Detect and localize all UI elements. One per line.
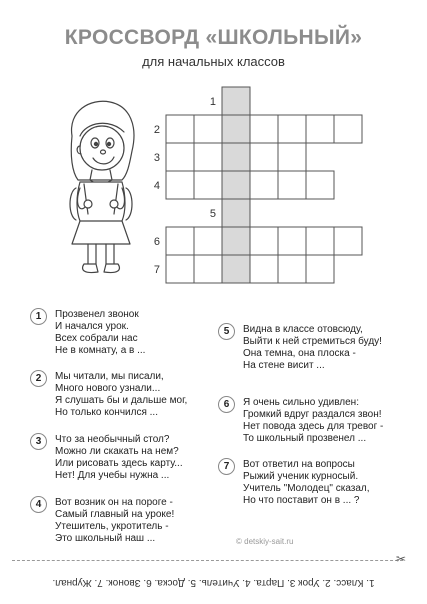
clue-number-badge: 3 (30, 433, 47, 450)
crossword-cell (166, 143, 194, 171)
crossword-row-number: 4 (153, 180, 160, 192)
clue-line: На стене висит ... (243, 360, 325, 371)
clue-number-badge: 6 (218, 396, 235, 413)
clue-line: Мы читали, мы писали, (55, 371, 164, 382)
clue-line: Что за необычный стол? (55, 434, 170, 445)
clue-line: Вот возник он на пороге - (55, 497, 173, 508)
crossword-row-number: 3 (153, 152, 160, 164)
clue-line: Всех собрали нас (55, 333, 138, 344)
crossword-cell-key (222, 87, 250, 115)
crossword-cell (334, 227, 362, 255)
crossword-cell (250, 227, 278, 255)
clue-line: Много нового узнали... (55, 383, 161, 394)
clue-text (243, 397, 383, 445)
answers-line: 1. Класс. 2. Урок 3. Парта. 4. Учитель. 5. Доска. 6. Звонок. 7. Журнал. (52, 577, 375, 588)
clue-line: Рыжий ученик курносый. (243, 471, 359, 482)
clue-line: Но что поставит он в ... ? (243, 495, 360, 506)
crossword-grid (0, 0, 427, 300)
clue-line: Выйти к ней стремиться буду! (243, 336, 382, 347)
page-title: КРОССВОРД «ШКОЛЬНЫЙ» (64, 26, 363, 49)
crossword-cell (278, 171, 306, 199)
crossword-row-number: 7 (153, 264, 160, 276)
clue-line: Не в комнату, а в ... (55, 345, 146, 356)
crossword-row-number: 5 (209, 208, 216, 220)
crossword-cell (278, 255, 306, 283)
crossword-cell (250, 171, 278, 199)
crossword-row-number: 2 (153, 124, 160, 136)
crossword-row-number: 1 (209, 96, 216, 108)
crossword-cell (194, 227, 222, 255)
clue-line: Вот ответил на вопросы (243, 459, 355, 470)
clue-text (55, 309, 145, 357)
crossword-cell-key (222, 115, 250, 143)
clue-number-badge: 2 (30, 370, 47, 387)
clue-line: И начался урок. (55, 321, 129, 332)
crossword-cell (278, 227, 306, 255)
clue-text (55, 497, 174, 545)
crossword-cell (306, 227, 334, 255)
clue-line: Или рисовать здесь карту... (55, 458, 183, 469)
site-credit-text: © detskiy-sait.ru (236, 537, 294, 546)
crossword-cell (250, 143, 278, 171)
scissors-icon: ✂ (396, 552, 407, 566)
clue-line: Утешитель, укротитель - (55, 521, 169, 532)
clue-line: Я слушать бы и дальше мог, (55, 395, 188, 406)
crossword-cell (278, 115, 306, 143)
clue-line: Но только кончился ... (55, 407, 158, 418)
clue-line: Это школьный наш ... (55, 533, 156, 544)
crossword-cell (166, 255, 194, 283)
crossword-cell (194, 255, 222, 283)
crossword-cell (250, 115, 278, 143)
site-credit (236, 537, 293, 546)
clue-text (243, 324, 382, 372)
crossword-cell (166, 115, 194, 143)
clue-line: Я очень сильно удивлен: (243, 397, 359, 408)
crossword-cell (278, 143, 306, 171)
page-subtitle: для начальных классов (142, 54, 285, 69)
crossword-cell (194, 171, 222, 199)
crossword-cell (334, 115, 362, 143)
clue-text (55, 371, 187, 419)
clue-number-badge: 4 (30, 496, 47, 513)
crossword-cell (194, 115, 222, 143)
clue-text (243, 459, 370, 507)
clue-number-badge: 5 (218, 323, 235, 340)
crossword-cell-key (222, 171, 250, 199)
crossword-cell-key (222, 199, 250, 227)
crossword-cell (306, 255, 334, 283)
clue-line: Прозвенел звонок (55, 309, 139, 320)
crossword-cell (166, 227, 194, 255)
crossword-cell-key (222, 255, 250, 283)
crossword-cell (306, 171, 334, 199)
clue-number-badge: 1 (30, 308, 47, 325)
crossword-cell (166, 171, 194, 199)
crossword-cell-key (222, 227, 250, 255)
clue-line: То школьный прозвенел ... (243, 433, 367, 444)
clue-number-badge: 7 (218, 458, 235, 475)
crossword-cell (306, 115, 334, 143)
clue-line: Нет повода здесь для тревог - (243, 421, 384, 432)
clue-line: Нет! Для учебы нужна ... (55, 470, 170, 481)
clue-line: Она темна, она плоска - (243, 348, 356, 359)
clue-text (55, 434, 183, 482)
cut-line (12, 560, 403, 561)
crossword-row-number: 6 (153, 236, 160, 248)
crossword-cell (250, 255, 278, 283)
crossword-cell-key (222, 143, 250, 171)
crossword-cell (194, 143, 222, 171)
clue-line: Самый главный на уроке! (55, 509, 175, 520)
clue-line: Видна в классе отовсюду, (243, 324, 363, 335)
clue-line: Громкий вдруг раздался звон! (243, 409, 382, 420)
clue-line: Можно ли скакать на нем? (55, 446, 179, 457)
clue-line: Учитель "Молодец" сказал, (243, 483, 370, 494)
